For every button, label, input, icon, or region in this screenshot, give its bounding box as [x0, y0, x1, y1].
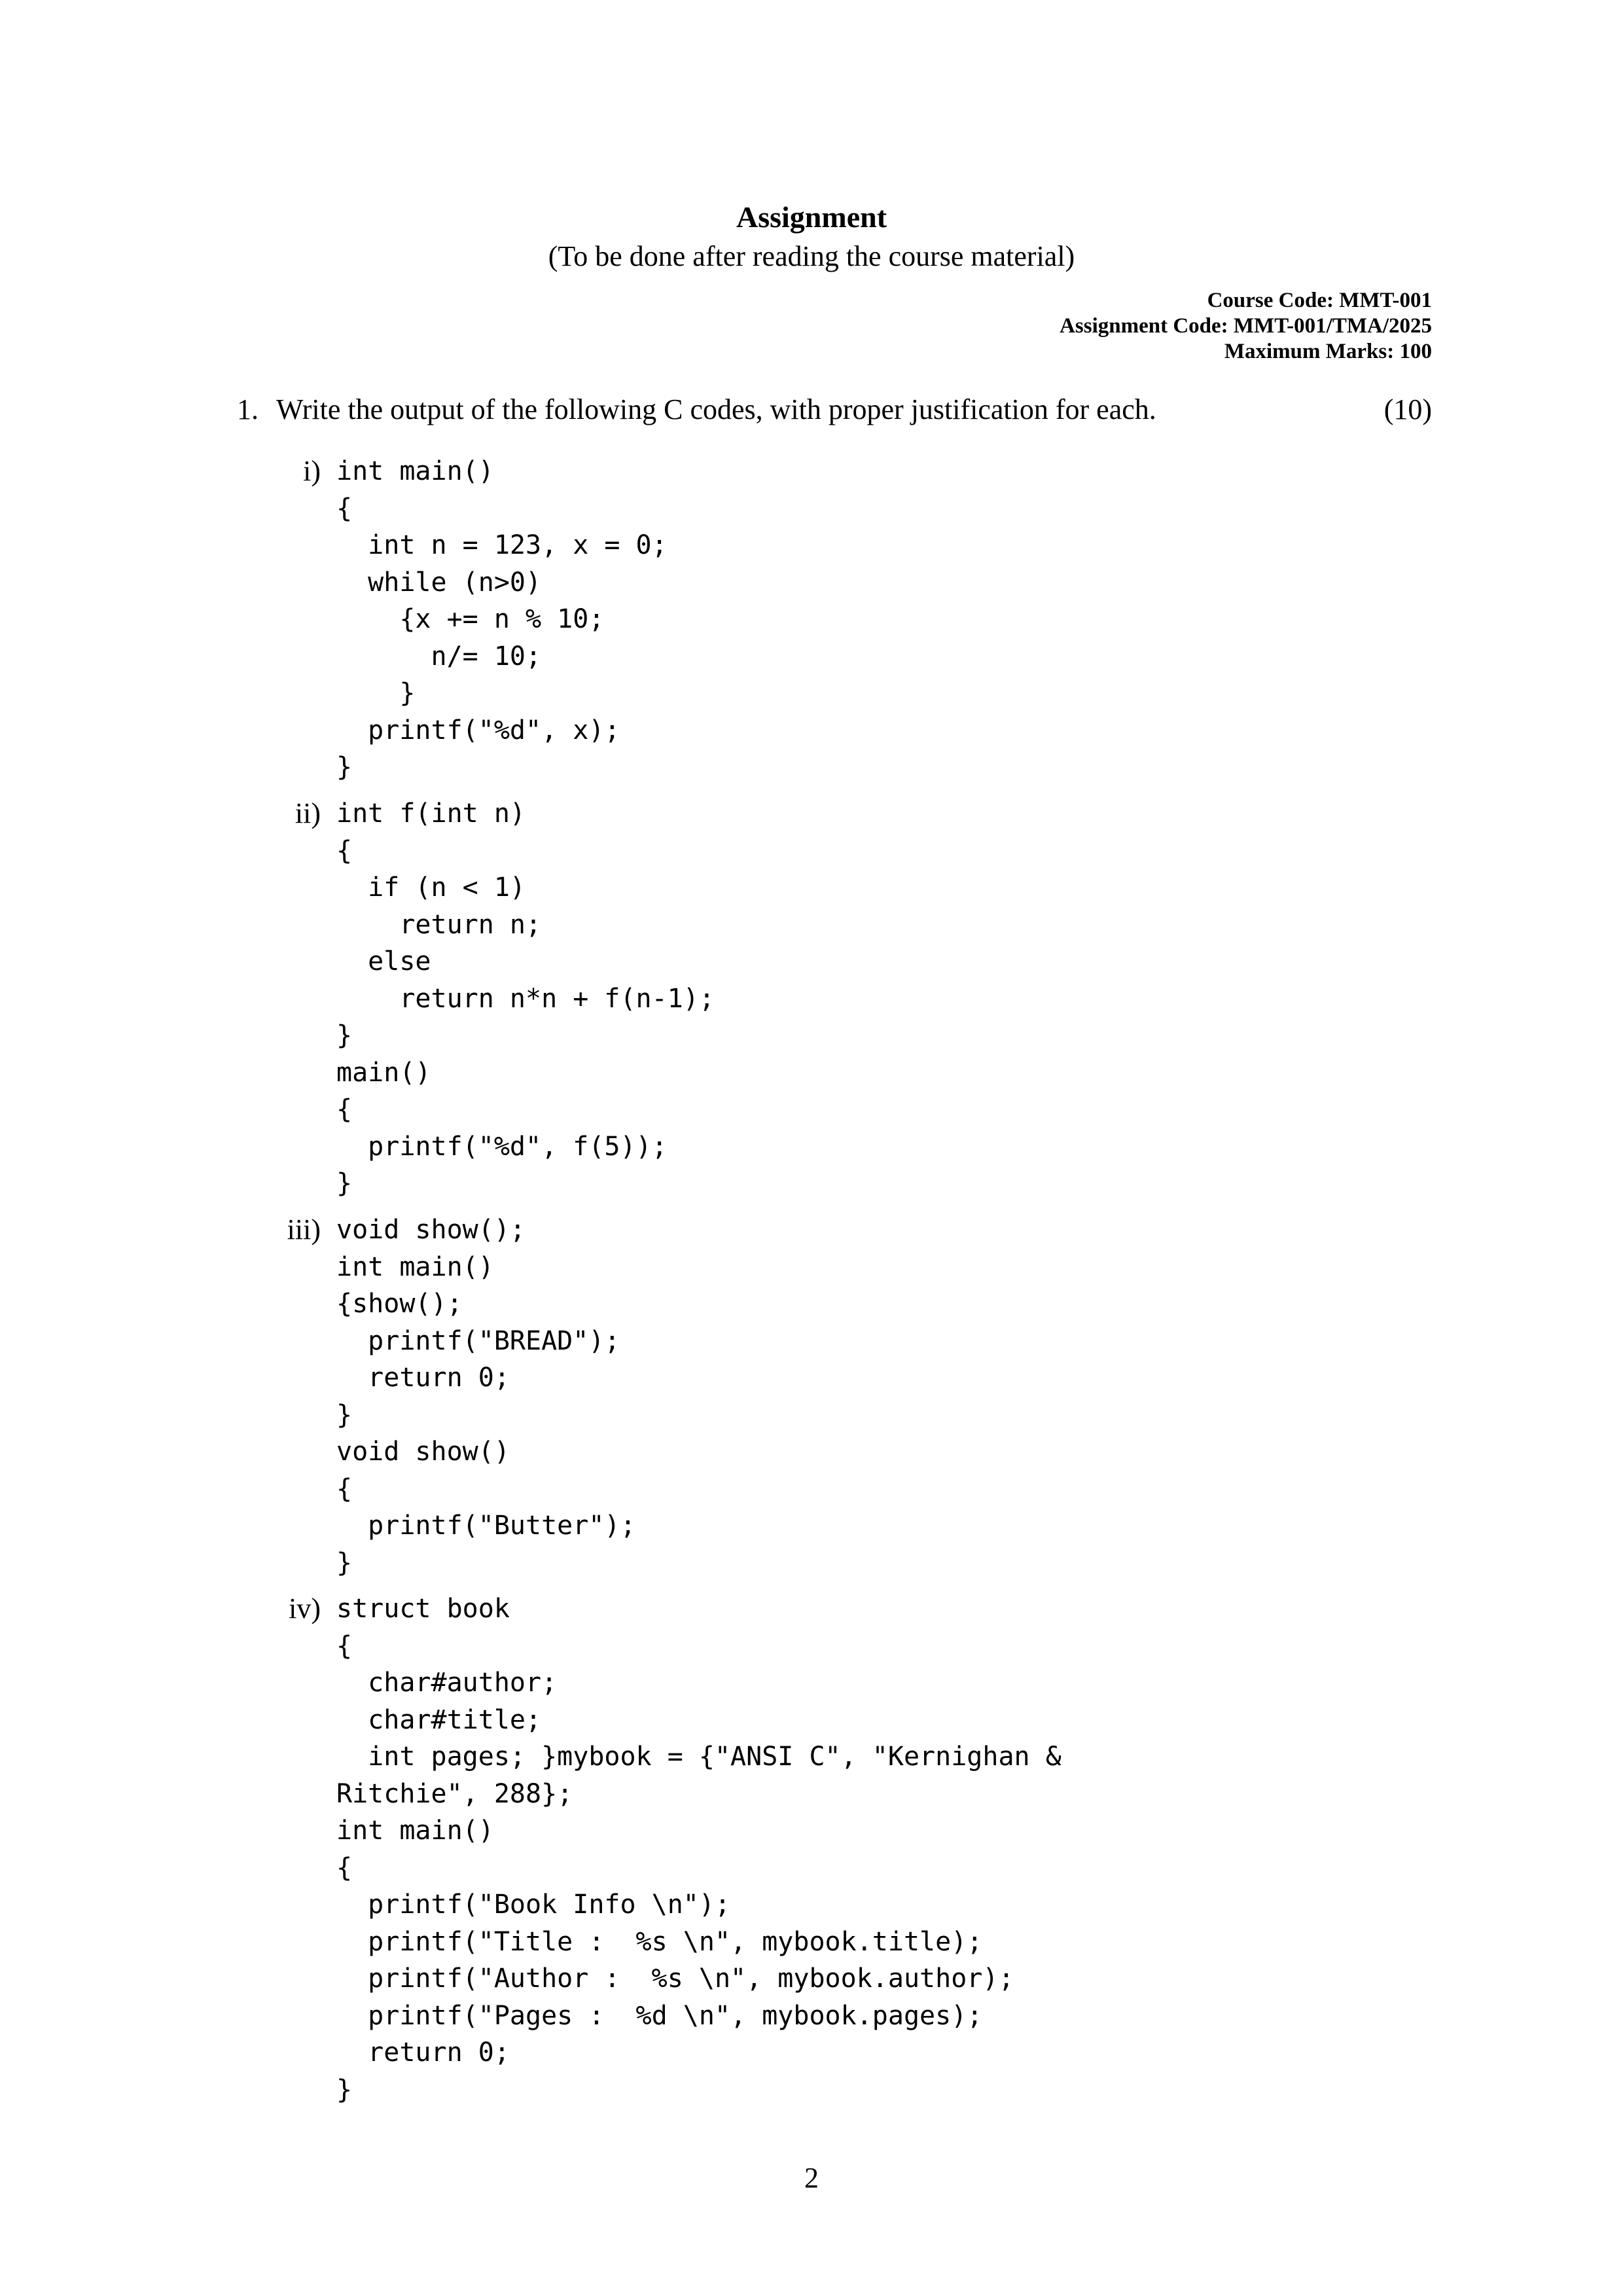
maximum-marks: Maximum Marks: 100	[1224, 340, 1432, 363]
page-title: Assignment	[736, 200, 887, 234]
page-number: 2	[804, 2162, 819, 2194]
assignment-code: Assignment Code: MMT-001/TMA/2025	[1060, 314, 1432, 338]
item-label-ii: ii)	[294, 797, 321, 829]
assignment-codes-block	[1060, 288, 1432, 365]
item-label-iii: iii)	[287, 1213, 321, 1246]
code-block-iii: void show(); int main() {show(); printf("BREAD"); return 0; } void show() { printf("Butter"); }	[336, 1215, 636, 1578]
page-subtitle: (To be done after reading the course material)	[548, 240, 1075, 272]
course-code: Course Code: MMT-001	[1207, 289, 1432, 312]
code-block-i: int main() { int n = 123, x = 0; while (n>0) {x += n % 10; n/= 10; } printf("%d", x); }	[336, 456, 668, 782]
code-block-ii: int f(int n) { if (n < 1) return n; else return n*n + f(n-1); } main() { printf("%d", f(5)); }	[336, 798, 715, 1198]
question-marks: (10)	[1383, 393, 1432, 425]
item-label-i: i)	[303, 455, 321, 487]
question-text: Write the output of the following C codes, with proper justification for each.	[276, 393, 1156, 425]
item-label-iv: iv)	[289, 1592, 321, 1624]
question-number: 1.	[237, 393, 259, 425]
code-block-iv: struct book { char#author; char#title; int pages; }mybook = {"ANSI C", "Kernighan & Ritchie", 288}; int main() { printf("Book Info \n"); printf("Title : %s \n", mybook.title); printf("Author : %s \n", mybook.author); printf("Pages : %d \n", mybook.pages); return 0; }	[336, 1594, 1061, 2105]
